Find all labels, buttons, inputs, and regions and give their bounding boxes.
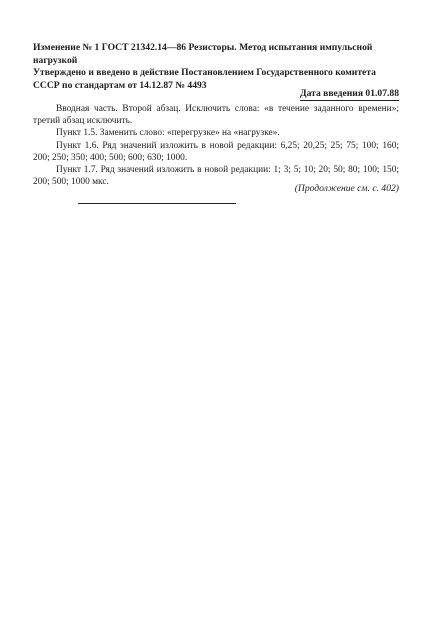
effective-date: Дата введения 01.07.88 — [299, 88, 399, 99]
amendment-heading-line2: нагрузкой — [33, 54, 78, 66]
continuation-note: (Продолжение см. с. 402) — [294, 183, 399, 194]
amendment-heading — [33, 42, 399, 67]
approval-line1: Утверждено и введено в действие Постановлением Государственного комитета — [33, 67, 376, 78]
paragraph-item-1-5: Пункт 1.5. Заменить слово: «перегрузке» на «нагрузке». — [56, 128, 280, 139]
approval-line2: СССР по стандартам от 14.12.87 № 4493 — [33, 79, 207, 91]
amendment-body — [33, 103, 399, 188]
amendment-heading-line1: Изменение № 1 ГОСТ 21342.14—86 Резисторы. Метод испытания импульсной — [33, 42, 373, 53]
separator-rule — [78, 203, 236, 204]
paragraph-intro: Вводная часть. Второй абзац. Исключить слова: «в течение заданного времени»; третий абзац исключить. — [33, 104, 399, 127]
paragraph-item-1-7: Пункт 1.7. Ряд значений изложить в новой редакции: 1; 3; 5; 10; 20; 50; 80; 100; 150; 200; 500; 1000 мкс. — [33, 165, 399, 188]
paragraph-item-1-6: Пункт 1.6. Ряд значений изложить в новой редакции: 6,25; 20,25; 25; 75; 100; 160; 200; 250; 350; 400; 500; 600; 630; 1000. — [33, 140, 399, 163]
